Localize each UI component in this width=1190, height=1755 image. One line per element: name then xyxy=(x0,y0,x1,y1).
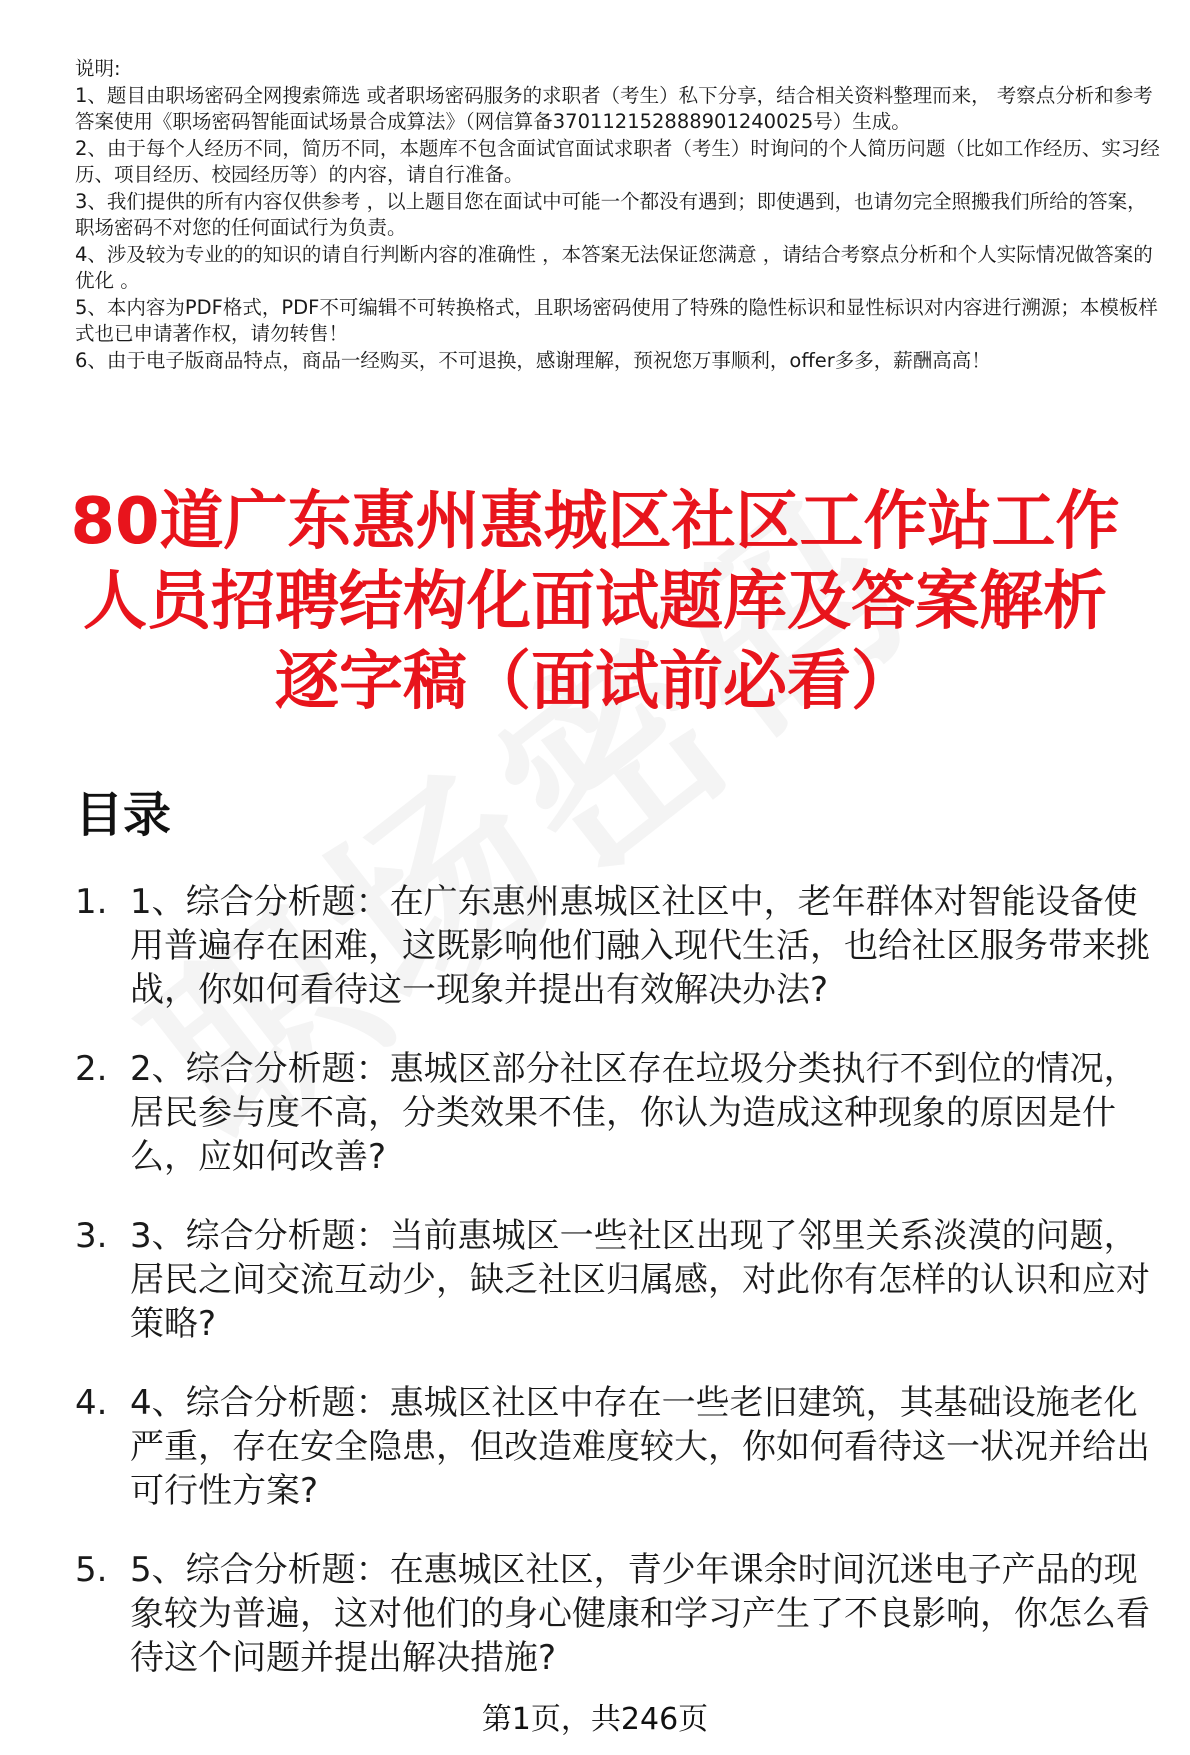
toc-item-number: 1. xyxy=(75,882,108,922)
toc-item[interactable] xyxy=(75,1214,1170,1346)
toc-item-number: 3. xyxy=(75,1216,108,1256)
toc-item-text: 3、综合分析题：当前惠城区一些社区出现了邻里关系淡漠的问题，居民之间交流互动少，缺乏社区归属感，对此你有怎样的认识和应对策略? xyxy=(130,1216,1150,1344)
toc-item[interactable] xyxy=(75,880,1170,1012)
notes-item-4: 4、涉及较为专业的的知识的请自行判断内容的准确性 ，本答案无法保证您满意 ，请结合考察点分析和个人实际情况做答案的优化 。 xyxy=(75,242,1153,292)
toc-item-number: 5. xyxy=(75,1550,108,1590)
toc-item-text: 2、综合分析题：惠城区部分社区存在垃圾分类执行不到位的情况，居民参与度不高，分类效果不佳，你认为造成这种现象的原因是什么，应如何改善? xyxy=(130,1049,1138,1177)
toc-item[interactable] xyxy=(75,1381,1170,1513)
notes-item-6: 6、由于电子版商品特点，商品一经购买，不可退换，感谢理解，预祝您万事顺利，offer多多，薪酬高高！ xyxy=(75,348,991,372)
toc-item-number: 4. xyxy=(75,1383,108,1423)
toc-list xyxy=(75,880,1170,1715)
toc-item-text: 4、综合分析题：惠城区社区中存在一些老旧建筑，其基础设施老化严重，存在安全隐患，但改造难度较大，你如何看待这一状况并给出可行性方案? xyxy=(130,1383,1150,1511)
toc-heading: 目录 xyxy=(75,787,172,843)
notes-section xyxy=(75,56,1165,374)
toc-item[interactable] xyxy=(75,1548,1170,1680)
notes-item-3: 3、我们提供的所有内容仅供参考 ，以上题目您在面试中可能一个都没有遇到；即使遇到，也请勿完全照搬我们所给的答案，职场密码不对您的任何面试行为负责。 xyxy=(75,189,1147,239)
notes-heading: 说明: xyxy=(75,57,121,80)
document-title: 80道广东惠州惠城区社区工作站工作人员招聘结构化面试题库及答案解析逐字稿（面试前必看） xyxy=(70,485,1120,719)
notes-item-5: 5、本内容为PDF格式，PDF不可编辑不可转换格式，且职场密码使用了特殊的隐性标识和显性标识对内容进行溯源；本模板样式也已申请著作权，请勿转售！ xyxy=(75,295,1158,345)
toc-item[interactable] xyxy=(75,1047,1170,1179)
toc-item-text: 5、综合分析题：在惠城区社区，青少年课余时间沉迷电子产品的现象较为普遍，这对他们的身心健康和学习产生了不良影响，你怎么看待这个问题并提出解决措施? xyxy=(130,1550,1150,1678)
toc-item-text: 1、综合分析题：在广东惠州惠城区社区中，老年群体对智能设备使用普遍存在困难，这既影响他们融入现代生活，也给社区服务带来挑战，你如何看待这一现象并提出有效解决办法? xyxy=(130,882,1150,1010)
page-number: 第1页，共246页 xyxy=(481,1702,709,1737)
notes-item-2: 2、由于每个人经历不同，简历不同，本题库不包含面试官面试求职者（考生）时询问的个人简历问题（比如工作经历、实习经历、项目经历、校园经历等）的内容，请自行准备。 xyxy=(75,136,1160,186)
toc-item-number: 2. xyxy=(75,1049,108,1089)
notes-item-1: 1、题目由职场密码全网搜索筛选 或者职场密码服务的求职者（考生）私下分享，结合相关资料整理而来， 考察点分析和参考答案使用《职场密码智能面试场景合成算法》（网信算备370112152888901240025号）生成。 xyxy=(75,83,1153,133)
